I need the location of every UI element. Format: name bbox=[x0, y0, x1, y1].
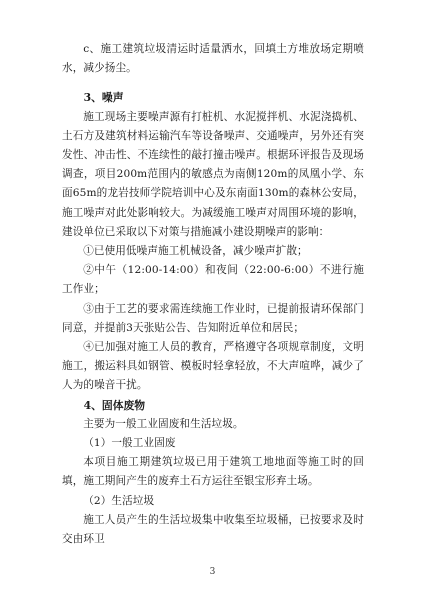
section-heading-noise: 3、噪声 bbox=[83, 91, 124, 105]
subheading-industrial-waste: （1）一般工业固废 bbox=[83, 437, 176, 450]
paragraph-waste-intro: 主要为一般工业固废和生活垃圾。 bbox=[83, 417, 244, 430]
subheading-domestic-waste: （2）生活垃圾 bbox=[83, 494, 155, 507]
paragraph-measure-1: ①已使用低噪声施工机械设备，减少噪声扩散； bbox=[83, 245, 308, 258]
paragraph-measure-2: ②中午（12:00-14:00）和夜间（22:00-6:00）不进行施工作业； bbox=[62, 264, 364, 296]
paragraph-measure-3: ③由于工艺的要求需连续施工作业时，已提前报请环保部门同意，并提前3天张贴公告、告知附近单位和居民； bbox=[62, 302, 364, 334]
page-number: 3 bbox=[209, 567, 216, 577]
paragraph-noise-sources: 施工现场主要噪声源有打桩机、水泥搅拌机、水泥浇捣机、土石方及建筑材料运输汽车等设备噪声、交通噪声，另外还有突发性、冲击性、不连续性的敲打撞击噪声。根据环评报告及现场调查，项目200m范围内的敏感点为南侧120m的凤凰小学、东面65m的龙岩技师学院培训中心及东南面130m的森林公安局，施工噪声对此处影响较大。为减缓施工噪声对周围环境的影响，建设单位已采取以下对策与措施减小建设期噪声的影响： bbox=[62, 110, 364, 238]
paragraph-dust-control: c、施工建筑垃圾清运时适量洒水，回填土方堆放场定期喷水，减少扬尘。 bbox=[62, 43, 364, 75]
paragraph-industrial-waste: 本项目施工期建筑垃圾已用于建筑工地地面等施工时的回填，施工期间产生的废弃土石方运往至银宝形弃土场。 bbox=[62, 456, 364, 488]
paragraph-domestic-waste: 施工人员产生的生活垃圾集中收集至垃圾桶，已按要求及时交由环卫 bbox=[62, 513, 364, 546]
section-heading-solid-waste: 4、固体废物 bbox=[83, 398, 146, 412]
page-content bbox=[62, 40, 364, 549]
paragraph-measure-4: ④已加强对施工人员的教育，严格遵守各项规章制度，文明施工，搬运料具如钢管、模板时轻拿轻放，不大声喧哗，减少了人为的噪音干扰。 bbox=[62, 341, 364, 392]
